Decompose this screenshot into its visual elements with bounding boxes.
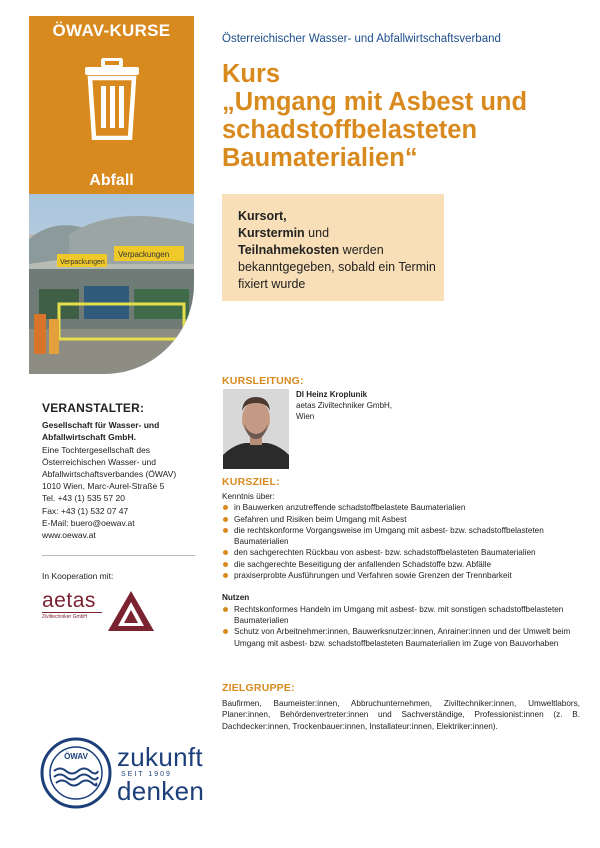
title-line4: Baumaterialien“ xyxy=(222,144,418,172)
organizer-address: 1010 Wien, Marc-Aurel-Straße 5 xyxy=(42,481,165,492)
organizer-website[interactable]: www.oewav.at xyxy=(42,530,96,541)
info-location: Kursort, xyxy=(238,209,287,223)
partner-name: aetas xyxy=(42,589,96,612)
bullet-icon xyxy=(223,607,228,612)
cooperation-label: In Kooperation mit: xyxy=(42,571,114,581)
info-date: Kurstermin xyxy=(238,226,305,240)
kursziel-list xyxy=(222,502,580,581)
partner-logo xyxy=(42,590,102,620)
bullet-icon xyxy=(223,550,228,555)
title-line1: Kurs xyxy=(222,60,281,88)
info-text xyxy=(238,208,438,293)
course-title xyxy=(222,60,582,172)
brand-since: SEIT 1909 xyxy=(121,771,172,778)
recycling-photo xyxy=(29,194,194,374)
trash-can-icon xyxy=(83,58,141,140)
title-line3: schadstoffbelasteten xyxy=(222,116,478,144)
organizer-phone: Tel. +43 (1) 535 57 20 xyxy=(42,493,125,504)
list-item: die rechtskonforme Vorgangsweise im Umgang mit asbest- bzw. schadstoffbelasteten Baumaterialien xyxy=(222,525,580,548)
organizer-email[interactable]: E-Mail: buero@oewav.at xyxy=(42,517,135,528)
list-item: Gefahren und Risiken beim Umgang mit Asbest xyxy=(222,514,580,525)
kursziel-heading: KURSZIEL: xyxy=(222,476,280,488)
organizer-description: Eine Tochtergesellschaft des Österreichischen Wasser- und Abfallwirtschaftsverbandes (ÖWAV) xyxy=(42,444,177,480)
photo-sign-right: Verpackungen xyxy=(118,250,170,259)
info-and: und xyxy=(304,226,330,240)
category-panel xyxy=(29,16,194,194)
list-item: praxiserprobte Ausführungen und Verfahren sowie Grenzen der Trennbarkeit xyxy=(222,570,580,581)
list-item: den sachgerechten Rückbau von asbest- bzw. schadstoffbelasteten Baumaterialien xyxy=(222,547,580,558)
info-box xyxy=(222,194,444,301)
bullet-icon xyxy=(223,629,228,634)
organization-name: Österreichischer Wasser- und Abfallwirtschaftsverband xyxy=(222,33,501,45)
info-costs: Teilnahmekosten xyxy=(238,243,340,257)
instructor-city: Wien xyxy=(296,412,315,421)
bullet-icon xyxy=(223,573,228,578)
seal-text: ÖWAV xyxy=(64,752,88,761)
bullet-icon xyxy=(223,528,228,533)
category-label: Abfall xyxy=(89,172,134,189)
brand-line2: denken xyxy=(117,776,205,806)
partner-subtitle: Ziviltechniker GmbH xyxy=(42,612,102,620)
organizer-fax: Fax: +43 (1) 532 07 47 xyxy=(42,505,129,516)
list-item: Rechtskonformes Handeln im Umgang mit asbest- bzw. mit sonstigen schadstoffbelasteten Baumaterialien xyxy=(222,604,580,627)
kursziel-intro: Kenntnis über: xyxy=(222,492,275,501)
partner-triangle-icon xyxy=(107,590,155,632)
brand-line1: zukunft xyxy=(117,742,203,772)
organizer-heading: VERANSTALTER: xyxy=(42,401,145,415)
bullet-icon xyxy=(223,517,228,522)
course-badge: ÖWAV-KURSE xyxy=(52,21,171,40)
divider xyxy=(42,555,195,556)
organizer-block xyxy=(42,402,197,541)
title-line2: „Umgang mit Asbest und xyxy=(222,88,528,116)
zielgruppe-text: Bauf‌irmen, Baumeister:innen, Abbruchunternehmen, Ziviltechniker:innen, Umweltlabors, Planer:innen, Behördenvertreter:innen und Sachverständige, Professionist:innen (z. B. Dachdecker:innen, Trockenbauer:innen, Installateur:innen, Elektriker:innen). xyxy=(222,699,580,731)
list-item: die sachgerechte Beseitigung der anfallenden Schadstoffe bzw. Abfälle xyxy=(222,559,580,570)
zielgruppe-heading: ZIELGRUPPE: xyxy=(222,682,295,694)
list-item: Schutz von Arbeitnehmer:innen, Bauwerksnutzer:innen, Anrainer:innen und der Umwelt beim Umgang mit asbest- bzw. schadstoffbelasteten Baumaterialien im Zuge von Bauvorhaben xyxy=(222,626,580,649)
bullet-icon xyxy=(223,562,228,567)
nutzen-list xyxy=(222,604,580,649)
instructor-portrait xyxy=(223,389,289,469)
owav-seal-icon xyxy=(40,737,112,809)
bullet-icon xyxy=(223,505,228,510)
photo-sign-left: Verpackungen xyxy=(60,259,105,266)
instructor-name: DI Heinz Kroplunik xyxy=(296,390,368,399)
nutzen-heading: Nutzen xyxy=(222,593,250,603)
instructor-info xyxy=(296,389,392,422)
organizer-name: Gesellschaft für Wasser- und Abfallwirtschaft GmbH. xyxy=(42,420,160,443)
list-item: in Bauwerken anzutreffende schadstoffbelastete Baumaterialien xyxy=(222,502,580,513)
kursleitung-heading: KURSLEITUNG: xyxy=(222,375,304,387)
info-rest: werden bekanntgegeben, sobald ein Termin fixiert wurde xyxy=(238,243,436,291)
brand-slogan xyxy=(117,742,205,806)
instructor-company: aetas Ziviltechniker GmbH, xyxy=(296,401,393,410)
kursziel-section xyxy=(222,491,580,649)
